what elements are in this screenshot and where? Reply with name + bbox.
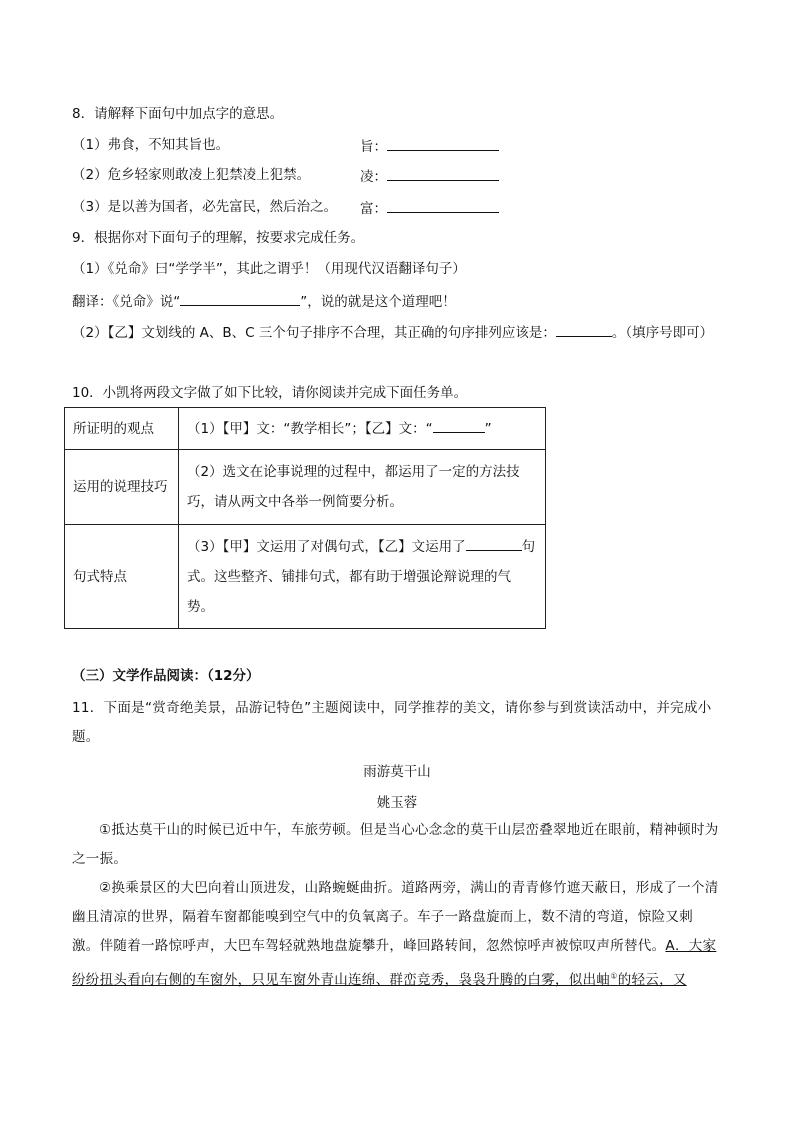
q8-word-3: 富： <box>360 201 387 217</box>
underlined-sentence-a: A．大家纷纷扭头看向右侧的车窗外，只见车窗外青山连绵、群峦竞秀，袅袅升腾的白雾，似出岫①的轻云，又 <box>72 938 717 988</box>
q8-answer-2 <box>360 166 499 186</box>
q11-stem: 11．下面是“赏奇绝美景，品游记特色”主题阅读中，同学推荐的美文，请你参与到赏读活动中，并完成小题。 <box>72 700 712 745</box>
article-title: 雨游莫干山 <box>363 764 431 780</box>
row-content-sentence: （3）【甲】文运用了对偶句式，【乙】文运用了 句式。这些整齐、铺排句式，都有助于增强论辩说理的气势。 <box>179 525 546 629</box>
q8-blank-2[interactable] <box>387 166 499 181</box>
table-row <box>65 408 546 450</box>
q9-translation-blank[interactable] <box>180 291 300 306</box>
viewpoint-blank[interactable] <box>433 418 485 433</box>
row-label-sentence: 句式特点 <box>65 525 179 629</box>
article-author: 姚玉蓉 <box>376 795 418 811</box>
row-label-viewpoint: 所证明的观点 <box>65 408 179 450</box>
row-content-technique: （2）选文在论事说理的过程中，都运用了一定的方法技巧，请从两文中各举一例简要分析。 <box>179 450 546 525</box>
q8-item-2: （2）危乡轻家则敢凌上犯禁凌上犯禁。 <box>72 167 311 183</box>
section-heading: （三）文学作品阅读：（12分） <box>72 668 260 684</box>
q9-sub1: （1）《兑命》曰“学学半”，其此之谓乎！（用现代汉语翻译句子） <box>72 261 466 277</box>
row-content-viewpoint: （1）【甲】文：“教学相长”；【乙】文：“ ” <box>179 408 546 450</box>
sentence-blank[interactable] <box>466 536 522 551</box>
q8-answer-1 <box>360 136 499 156</box>
footnote-marker: ① <box>610 971 618 980</box>
q9-order-blank[interactable] <box>556 322 612 337</box>
q8-answer-3 <box>360 198 499 218</box>
q8-word-2: 凌： <box>360 169 387 185</box>
article-paragraph-2: ②换乘景区的大巴向着山顶进发，山路蜿蜒曲折。道路两旁，满山的青青修竹遮天蔽日，形成了一个清幽且清凉的世界，隔着车窗都能嗅到空气中的负氧离子。车子一路盘旋而上，数不清的弯道，惊险又刺激。伴随着一路惊呼声，大巴车驾轻就熟地盘旋攀升，峰回路转间，忽然惊呼声被惊叹声所替代。A．大家纷纷扭头看向右侧的车窗外，只见车窗外青山连绵、群峦竞秀，袅袅升腾的白雾，似出岫①的轻云，又 <box>72 880 719 988</box>
q10-stem: 10．小凯将两段文字做了如下比较，请你阅读并完成下面任务单。 <box>72 385 468 401</box>
q8-word-1: 旨： <box>360 139 387 155</box>
article-paragraph-1: ①抵达莫干山的时候已近中午，车旅劳顿。但是当心心念念的莫干山层峦叠翠地近在眼前，精神顿时为之一振。 <box>72 822 719 867</box>
q10-task-table <box>64 407 546 629</box>
q8-blank-1[interactable] <box>387 136 499 151</box>
q8-stem: 8．请解释下面句中加点字的意思。 <box>72 106 284 122</box>
q9-sub2: （2）【乙】文划线的 A、B、C 三个句子排序不合理，其正确的句序排列应该是： 。（填序号即可） <box>72 322 713 342</box>
table-row <box>65 450 546 525</box>
q8-blank-3[interactable] <box>387 198 499 213</box>
q8-item-3: （3）是以善为国者，必先富民，然后治之。 <box>72 199 338 215</box>
table-row <box>65 525 546 629</box>
q9-stem: 9．根据你对下面句子的理解，按要求完成任务。 <box>72 230 365 246</box>
row-label-technique: 运用的说理技巧 <box>65 450 179 525</box>
q9-translation: 翻译：《兑命》说“ ”，说的就是这个道理吧！ <box>72 291 456 311</box>
q8-item-1: （1）弗食，不知其旨也。 <box>72 137 230 153</box>
